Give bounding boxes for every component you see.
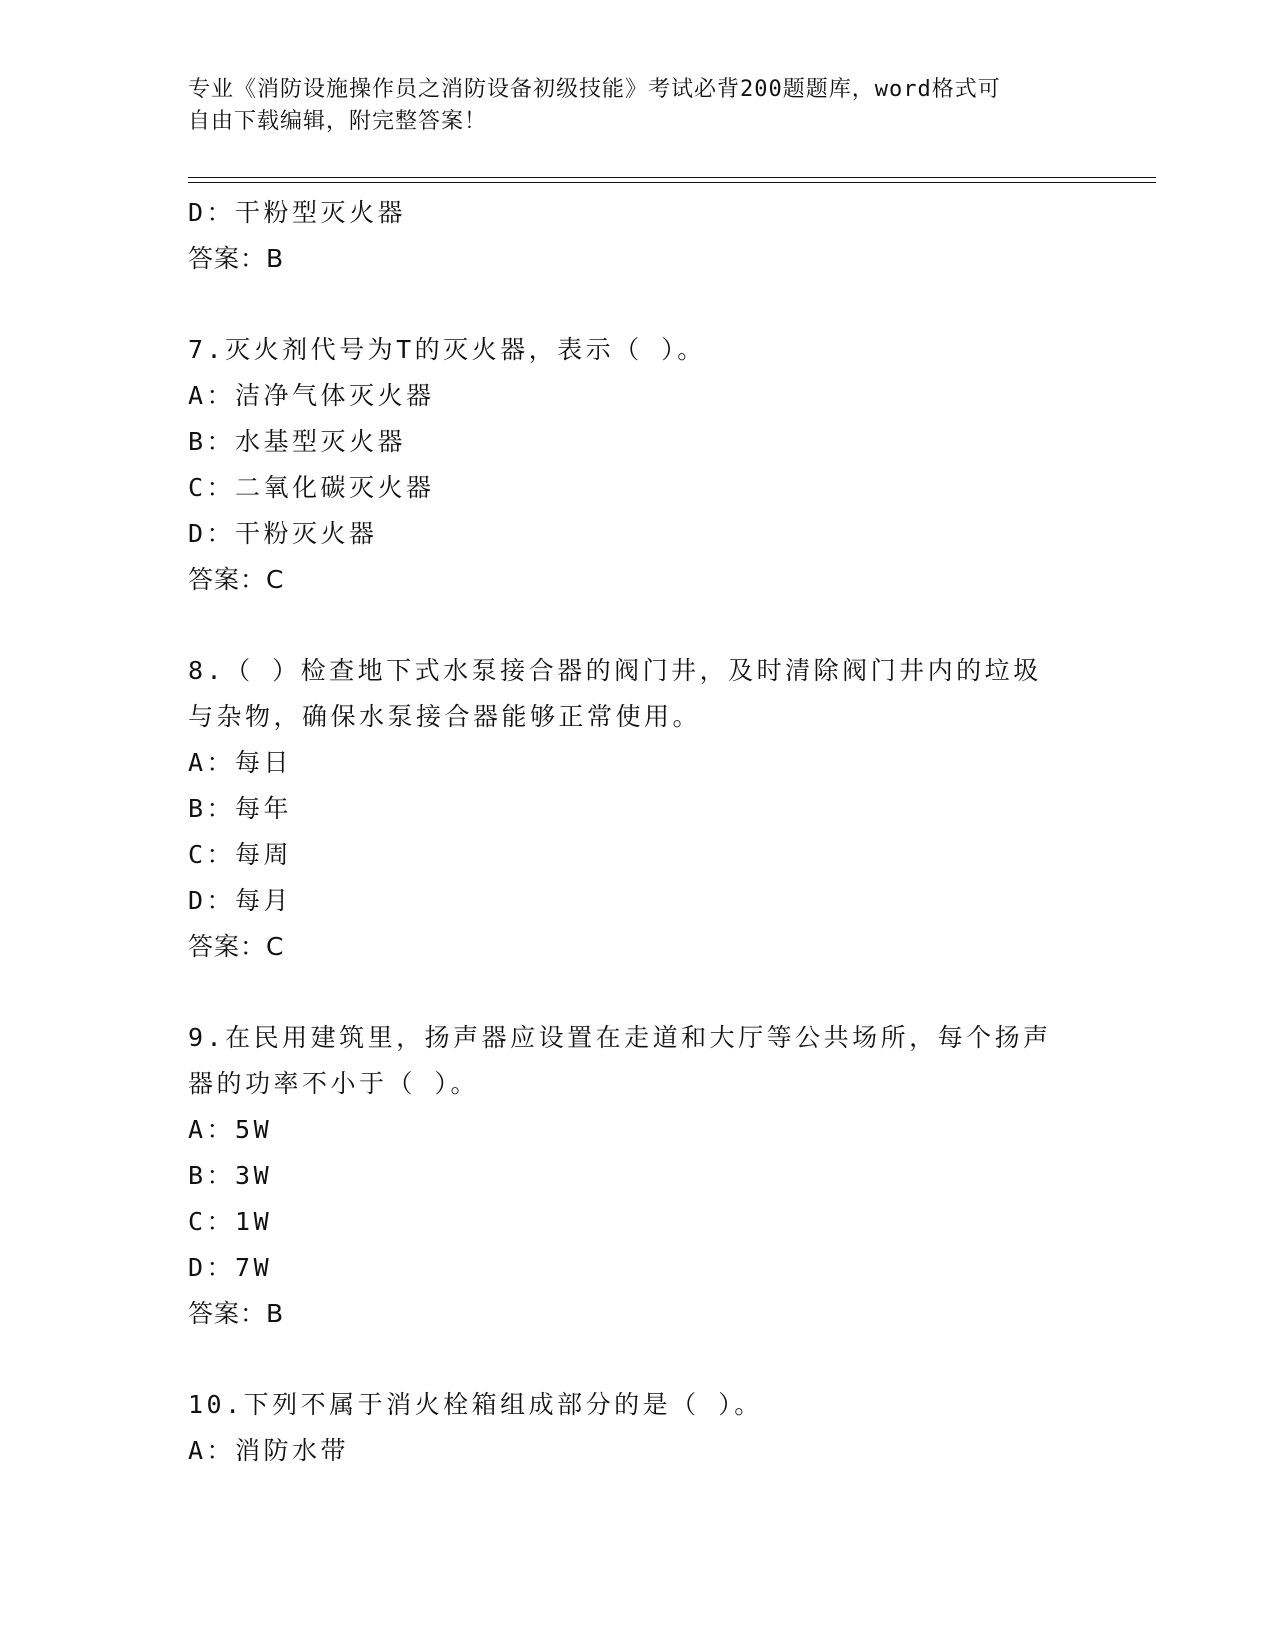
answer-line: 答案：B <box>188 244 285 273</box>
option-c: C：1W <box>188 1207 273 1236</box>
option-c: C：每周 <box>188 840 293 869</box>
question-block-7 <box>188 327 1058 603</box>
option-c: C：二氧化碳灭火器 <box>188 473 435 502</box>
option-d: D：干粉灭火器 <box>188 519 378 548</box>
option-b: B：每年 <box>188 794 293 823</box>
question-text: 9.在民用建筑里，扬声器应设置在走道和大厅等公共场所，每个扬声器的功率不小于（ ）。 <box>188 1023 1052 1098</box>
question-block-8 <box>188 648 1058 970</box>
question-block-prev <box>188 190 1058 282</box>
header-rule-top <box>188 177 1156 178</box>
option-a: A：每日 <box>188 748 293 777</box>
option-a: A：消防水带 <box>188 1436 350 1465</box>
option-b: B：水基型灭火器 <box>188 427 407 456</box>
option-d: D：每月 <box>188 886 293 915</box>
question-list <box>188 190 1058 1474</box>
option-d: D：7W <box>188 1253 273 1282</box>
question-block-10 <box>188 1382 1058 1474</box>
option-d: D：干粉型灭火器 <box>188 198 407 227</box>
question-block-9 <box>188 1015 1058 1337</box>
question-text: 10.下列不属于消火栓箱组成部分的是（ ）。 <box>188 1390 763 1419</box>
header-rule-bottom <box>188 182 1156 183</box>
answer-line: 答案：C <box>188 565 285 594</box>
document-header <box>188 74 1058 138</box>
option-a: A：洁净气体灭火器 <box>188 381 435 410</box>
answer-line: 答案：C <box>188 932 285 961</box>
header-line-2: 自由下载编辑，附完整答案！ <box>188 109 488 134</box>
question-text: 8.（ ）检查地下式水泵接合器的阀门井，及时清除阀门井内的垃圾与杂物，确保水泵接合器能够正常使用。 <box>188 656 1042 731</box>
option-a: A：5W <box>188 1115 273 1144</box>
answer-line: 答案：B <box>188 1299 285 1328</box>
question-text: 7.灭火剂代号为T的灭火器，表示（ ）。 <box>188 335 706 364</box>
header-line-1: 专业《消防设施操作员之消防设备初级技能》考试必背200题题库，word格式可 <box>188 77 1001 102</box>
option-b: B：3W <box>188 1161 273 1190</box>
